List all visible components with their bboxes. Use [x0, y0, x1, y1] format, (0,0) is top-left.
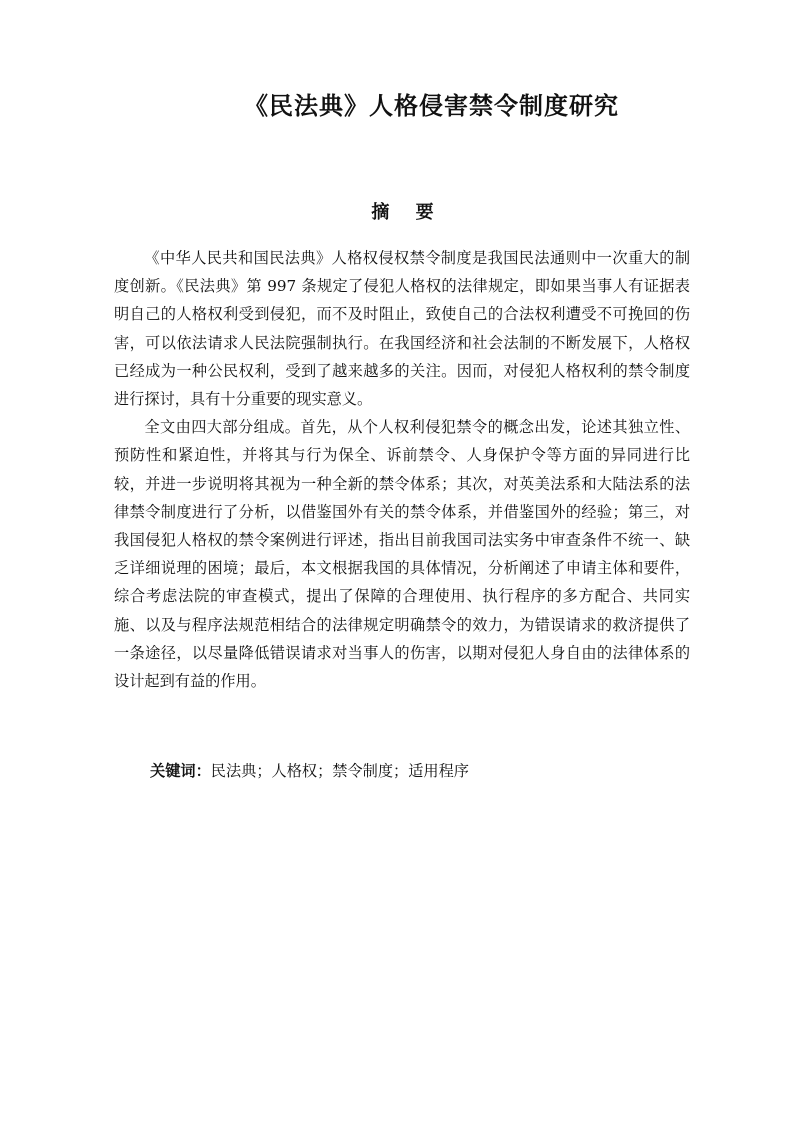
keywords-line — [150, 757, 690, 785]
abstract-paragraph-1: 《中华人民共和国民法典》人格权侵权禁令制度是我国民法通则中一次重大的制度创新。《民法典》第 997 条规定了侵犯人格权的法律规定，即如果当事人有证据表明自己的人格权利受到侵犯，而不及时阻止，致使自己的合法权利遭受不可挽回的伤害，可以依法请求人民法院强制执行。在我国经济和社会法制的不断发展下，人格权已经成为一种公民权利，受到了越来越多的关注。因而，对侵犯人格权利的禁令制度进行探讨，具有十分重要的现实意义。 — [114, 249, 690, 409]
abstract-body — [114, 244, 690, 695]
keywords-text: 民法典；人格权；禁令制度；适用程序 — [210, 762, 469, 780]
abstract-paragraph-2: 全文由四大部分组成。首先，从个人权利侵犯禁令的概念出发，论述其独立性、预防性和紧迫性，并将其与行为保全、诉前禁令、人身保护令等方面的异同进行比较，并进一步说明将其视为一种全新的禁令体系；其次，对英美法系和大陆法系的法律禁令制度进行了分析，以借鉴国外有关的禁令体系，并借鉴国外的经验；第三，对我国侵犯人格权的禁令案例进行评述，指出目前我国司法实务中审查条件不统一、缺乏详细说理的困境；最后，本文根据我国的具体情况，分析阐述了申请主体和要件，综合考虑法院的审查模式，提出了保障的合理使用、执行程序的多方配合、共同实施、以及与程序法规范相结合的法律规定明确禁令的效力，为错误请求的救济提供了一条途径，以尽量降低错误请求对当事人的伤害，以期对侵犯人身自由的法律体系的设计起到有益的作用。 — [114, 418, 690, 691]
abstract-heading: 摘 要 — [371, 202, 444, 223]
paper-title: 《民法典》人格侵害禁令制度研究 — [244, 91, 619, 120]
keywords-label: 关键词： — [150, 762, 211, 780]
